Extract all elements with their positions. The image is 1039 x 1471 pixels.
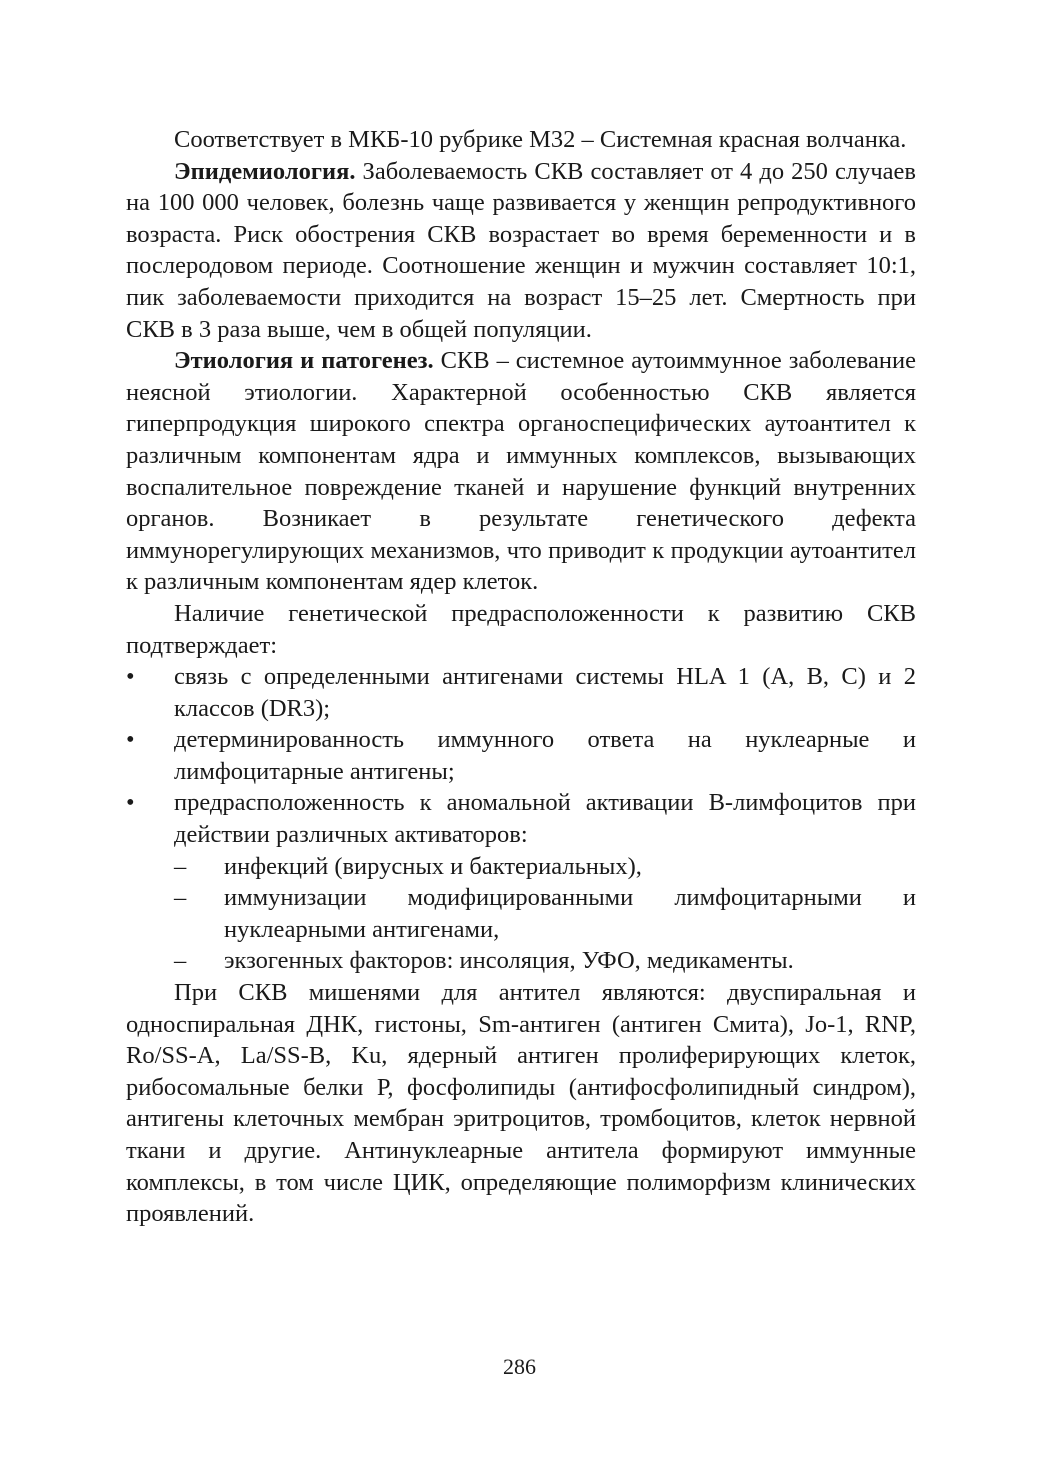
dash-text: экзогенных факторов: инсоляция, УФО, медикаменты. <box>224 947 794 975</box>
dash-marker: – <box>174 852 187 880</box>
heading-epidemiology: Эпидемиология. <box>174 157 356 185</box>
list-item <box>126 882 916 945</box>
paragraph-epidemiology <box>126 156 916 346</box>
paragraph-genetic: Наличие генетической предрасположенности к развитию СКВ подтверждает: <box>126 599 916 659</box>
list-item <box>126 851 916 883</box>
paragraph-etiology <box>126 345 916 598</box>
body-text <box>126 124 916 1230</box>
bullet-list <box>126 661 916 851</box>
dash-text: инфекций (вирусных и бактериальных), <box>224 852 642 880</box>
page-number: 286 <box>503 1354 536 1379</box>
epidemiology-text: Заболеваемость СКВ составляет от 4 до 250 случаев на 100 000 человек, болезнь чаще развивается у женщин репродуктивного возраста. Риск обострения СКВ возрастает во время беременности и в послеродовом периоде. Соотношение женщин и мужчин составляет 10:1, пик заболеваемости приходится на возраст 15–25 лет. Смертность при СКВ в 3 раза выше, чем в общей популяции. <box>126 157 916 343</box>
bullet-text: связь с определенными антигенами системы HLA 1 (A, B, C) и 2 классов (DR3); <box>174 663 916 722</box>
dash-text: иммунизации модифицированными лимфоцитарными и нуклеарными антигенами, <box>224 884 916 943</box>
bullet-marker: • <box>126 789 135 817</box>
bullet-marker: • <box>126 726 135 754</box>
list-item <box>126 945 916 977</box>
bullet-text: предрасположенность к аномальной активации В-лимфоцитов при действии различных активаторов: <box>174 789 916 849</box>
paragraph-targets: При СКВ мишенями для антител являются: двуспиральная и односпиральная ДНК, гистоны, Sm-антиген (антиген Смита), Jo-1, RNP, Ro/SS-A, La/SS-B, Ku, ядерный антиген пролиферирующих клеток, рибосомальные белки Р, фосфолипиды (антифосфолипидный синдром), антигены клеточных мембран эритроцитов, тромбоцитов, клеток нервной ткани и другие. Антинуклеарные антитела формируют иммунные комплексы, в том числе ЦИК, определяющие полиморфизм клинических проявлений. <box>126 979 916 1228</box>
dash-list <box>126 851 916 977</box>
list-item <box>126 787 916 850</box>
bullet-text: детерминированность иммунного ответа на нуклеарные и лимфоцитарные антигены; <box>174 726 916 785</box>
dash-marker: – <box>174 947 187 975</box>
bullet-marker: • <box>126 663 135 691</box>
list-item <box>126 724 916 787</box>
paragraph-icd: Соответствует в МКБ-10 рубрике М32 – Системная красная волчанка. <box>174 126 907 153</box>
etiology-text: СКВ – системное аутоиммунное заболевание неясной этиологии. Характерной особенностью СКВ является гиперпродукция широкого спектра органоспецифических аутоантител к различным компонентам ядра и иммунных комплексов, вызывающих воспалительное повреждение тканей и нарушение функций внутренних органов. Возникает в результате генетического дефекта иммунорегулирующих механизмов, что приводит к продукции аутоантител к различным компонентам ядер клеток. <box>126 347 917 596</box>
list-item <box>126 661 916 724</box>
dash-marker: – <box>174 884 187 912</box>
heading-etiology: Этиология и патогенез. <box>174 347 434 375</box>
